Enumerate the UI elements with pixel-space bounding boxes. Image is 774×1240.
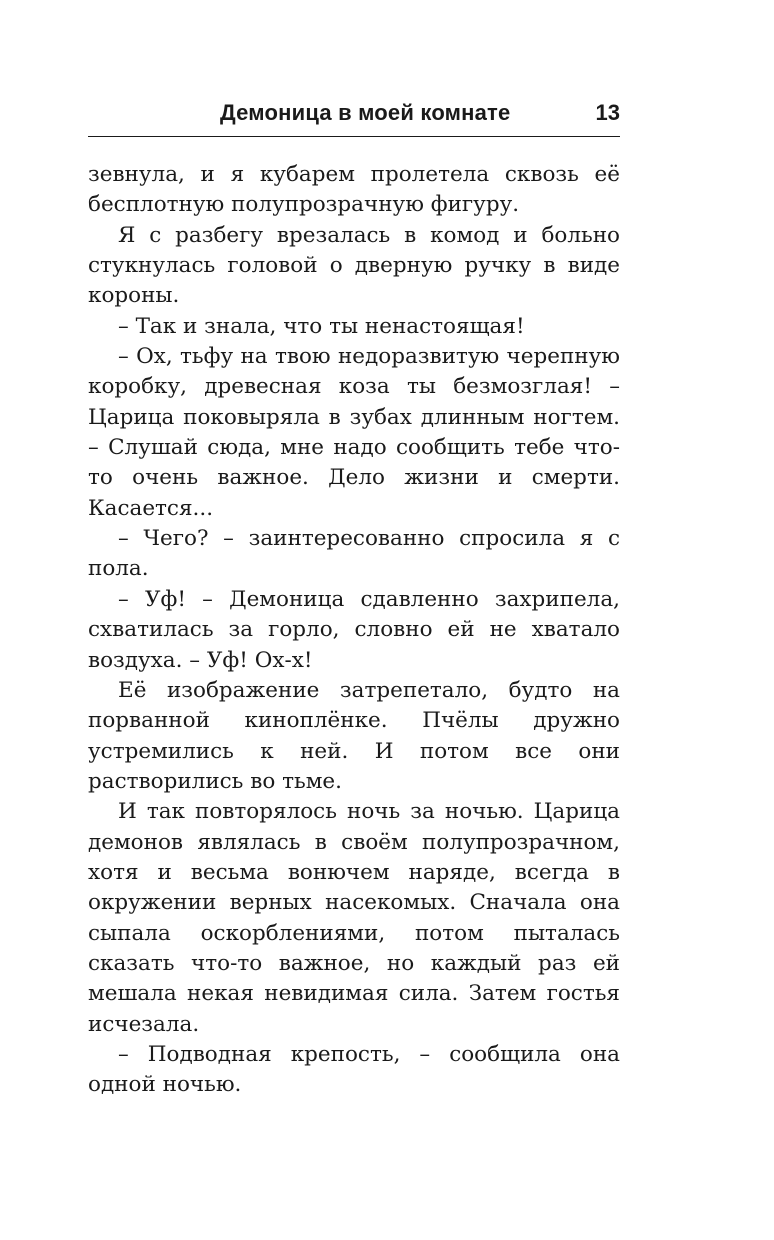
paragraph: Её изображение затрепетало, будто на порванной киноплёнке. Пчёлы дружно устремились к ней. И потом все они растворились во тьме. [88,677,620,794]
paragraph: – Ох, тьфу на твою недоразвитую черепную коробку, древесная коза ты безмозглая! – Царица поковыряла в зубах длинным ногтем. – Слушай сюда, мне надо сообщить тебе что-то очень важное. Дело жизни и смерти. Касается... [88,344,620,521]
paragraph: И так повторялось ночь за ночью. Царица демонов являлась в своём полупрозрачном, хотя и весьма вонючем наряде, всегда в окружении верных насекомых. Сначала она сыпала оскорблениями, потом пыталась сказать что-то важное, но каждый раз ей мешала некая невидимая сила. Затем гостья исчезала. [88,799,620,1037]
paragraph: – Подводная крепость, – сообщила она одной ночью. [88,1041,620,1098]
running-title: Демоница в моей комнате [220,100,511,125]
paragraph: Я с разбегу врезалась в комод и больно стукнулась головой о дверную ручку в виде короны. [88,222,620,309]
body-text [88,160,620,1101]
paragraph: – Так и знала, что ты ненастоящая! [118,313,525,339]
running-header [88,96,620,137]
paragraph: – Уф! – Демоница сдавленно захрипела, схватилась за горло, словно ей не хватало воздуха. – Уф! Ох-х! [88,586,620,673]
paragraph: – Чего? – заинтересованно спросила я с пола. [88,526,620,582]
paragraph: зевнула, и я кубарем пролетела сквозь её бесплотную полупрозрачную фигуру. [88,162,620,218]
page-number: 13 [595,100,620,125]
